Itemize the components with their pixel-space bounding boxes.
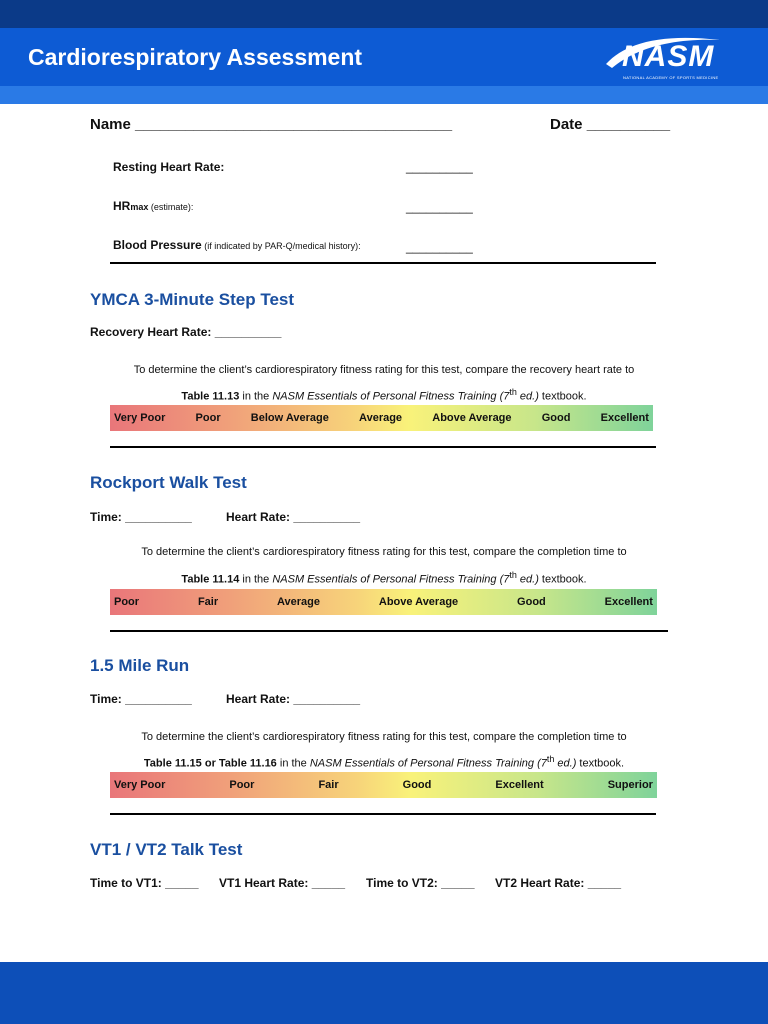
scale-label: Good [402,779,432,791]
resting-hr-field[interactable]: __________ [406,160,473,174]
rockport-book-edition: ed.) [516,573,539,586]
scale-label: Above Average [432,412,512,424]
rockport-time-field[interactable]: Time: __________ [90,510,192,524]
hrmax-subscript: max [130,202,149,212]
ymca-book-edition: ed.) [516,390,539,403]
scale-label: Fair [197,596,219,608]
rockport-instr-mid: in the [239,573,273,586]
scale-label: Below Average [250,412,329,424]
ymca-instr-end: textbook. [538,390,587,403]
run-instr-mid: in the [276,757,310,770]
run-book-edition-sup: th [546,754,555,764]
scale-label: Very Poor [114,779,166,791]
rockport-book-title: NASM Essentials of Personal Fitness Training (7 [272,573,510,586]
scale-label: Poor [195,412,221,424]
ymca-section-title: YMCA 3-Minute Step Test [90,290,295,309]
vt1-hr-field[interactable]: VT1 Heart Rate: _____ [219,876,346,890]
hrmax-note: (estimate): [148,202,194,212]
divider [110,262,656,264]
ymca-book-edition-sup: th [509,387,517,397]
name-row [90,116,452,133]
rockport-instructions-line2 [90,570,678,586]
ymca-table-ref: Table 11.13 [181,390,240,403]
ymca-book-title: NASM Essentials of Personal Fitness Training (7 [272,390,510,403]
name-label: Name [90,116,131,133]
vt2-time-field[interactable]: Time to VT2: _____ [366,876,475,890]
date-row [550,116,670,133]
run-instructions-line2 [90,754,678,770]
name-field[interactable]: ______________________________________ [135,116,453,133]
scale-label: Fair [318,779,339,791]
date-label: Date [550,116,583,133]
bp-row [113,238,361,252]
nasm-logo: NASM [622,40,715,73]
footer-band [0,962,768,1024]
rockport-section-title: Rockport Walk Test [90,473,247,492]
bp-note: (if indicated by PAR-Q/medical history): [201,241,361,251]
rockport-book-edition-sup: th [509,570,517,580]
ymca-rating-scale [110,405,653,431]
nasm-logo-subtitle: NATIONAL ACADEMY OF SPORTS MEDICINE [623,75,719,80]
divider [110,630,668,632]
run-hr-field[interactable]: Heart Rate: __________ [226,692,361,706]
run-book-edition: ed.) [554,757,577,770]
header-top-band [0,0,768,28]
ymca-recovery-hr-field[interactable]: Recovery Heart Rate: __________ [90,325,282,339]
hrmax-row [113,199,193,213]
rockport-instr-end: textbook. [538,573,587,586]
run-time-field[interactable]: Time: __________ [90,692,192,706]
scale-label: Excellent [604,596,653,608]
ymca-instr-mid: in the [239,390,273,403]
scale-label: Good [541,412,571,424]
scale-label: Poor [229,779,255,791]
divider [110,813,656,815]
bp-field[interactable]: __________ [406,240,473,254]
scale-label: Average [277,596,321,608]
header-bottom-band [0,86,768,104]
rockport-instructions-line1: To determine the client’s cardiorespiratory fitness rating for this test, compare the completion time to [141,546,627,558]
scale-label: Above Average [378,596,459,608]
resting-hr-label: Resting Heart Rate: [113,160,225,174]
rockport-table-ref: Table 11.14 [181,573,240,586]
scale-label: Average [359,412,403,424]
run-instructions-line1: To determine the client’s cardiorespiratory fitness rating for this test, compare the completion time to [141,731,627,743]
hrmax-label: HR [113,199,131,213]
scale-label: Poor [114,596,140,608]
scale-label: Superior [607,779,653,791]
run-instr-end: textbook. [576,757,625,770]
talk-section-title: VT1 / VT2 Talk Test [90,840,243,859]
scale-label: Good [517,596,546,608]
run-rating-scale [110,772,657,798]
scale-label: Excellent [495,779,544,791]
run-table-ref: Table 11.15 or Table 11.16 [143,757,277,770]
vt2-hr-field[interactable]: VT2 Heart Rate: _____ [495,876,622,890]
scale-label: Excellent [600,412,649,424]
run-section-title: 1.5 Mile Run [90,656,190,675]
ymca-instructions-line2 [90,387,678,403]
bp-label: Blood Pressure [113,238,202,252]
ymca-instructions-line1: To determine the client’s cardiorespiratory fitness rating for this test, compare the recovery heart rate to [133,364,635,376]
date-field[interactable]: __________ [586,116,671,133]
page-title: Cardiorespiratory Assessment [28,44,363,70]
run-book-title: NASM Essentials of Personal Fitness Training (7 [309,757,547,770]
vt1-time-field[interactable]: Time to VT1: _____ [90,876,199,890]
scale-label: Very Poor [114,412,166,424]
divider [110,446,656,448]
rockport-hr-field[interactable]: Heart Rate: __________ [226,510,361,524]
rockport-rating-scale [110,589,657,615]
hrmax-field[interactable]: __________ [406,200,473,214]
